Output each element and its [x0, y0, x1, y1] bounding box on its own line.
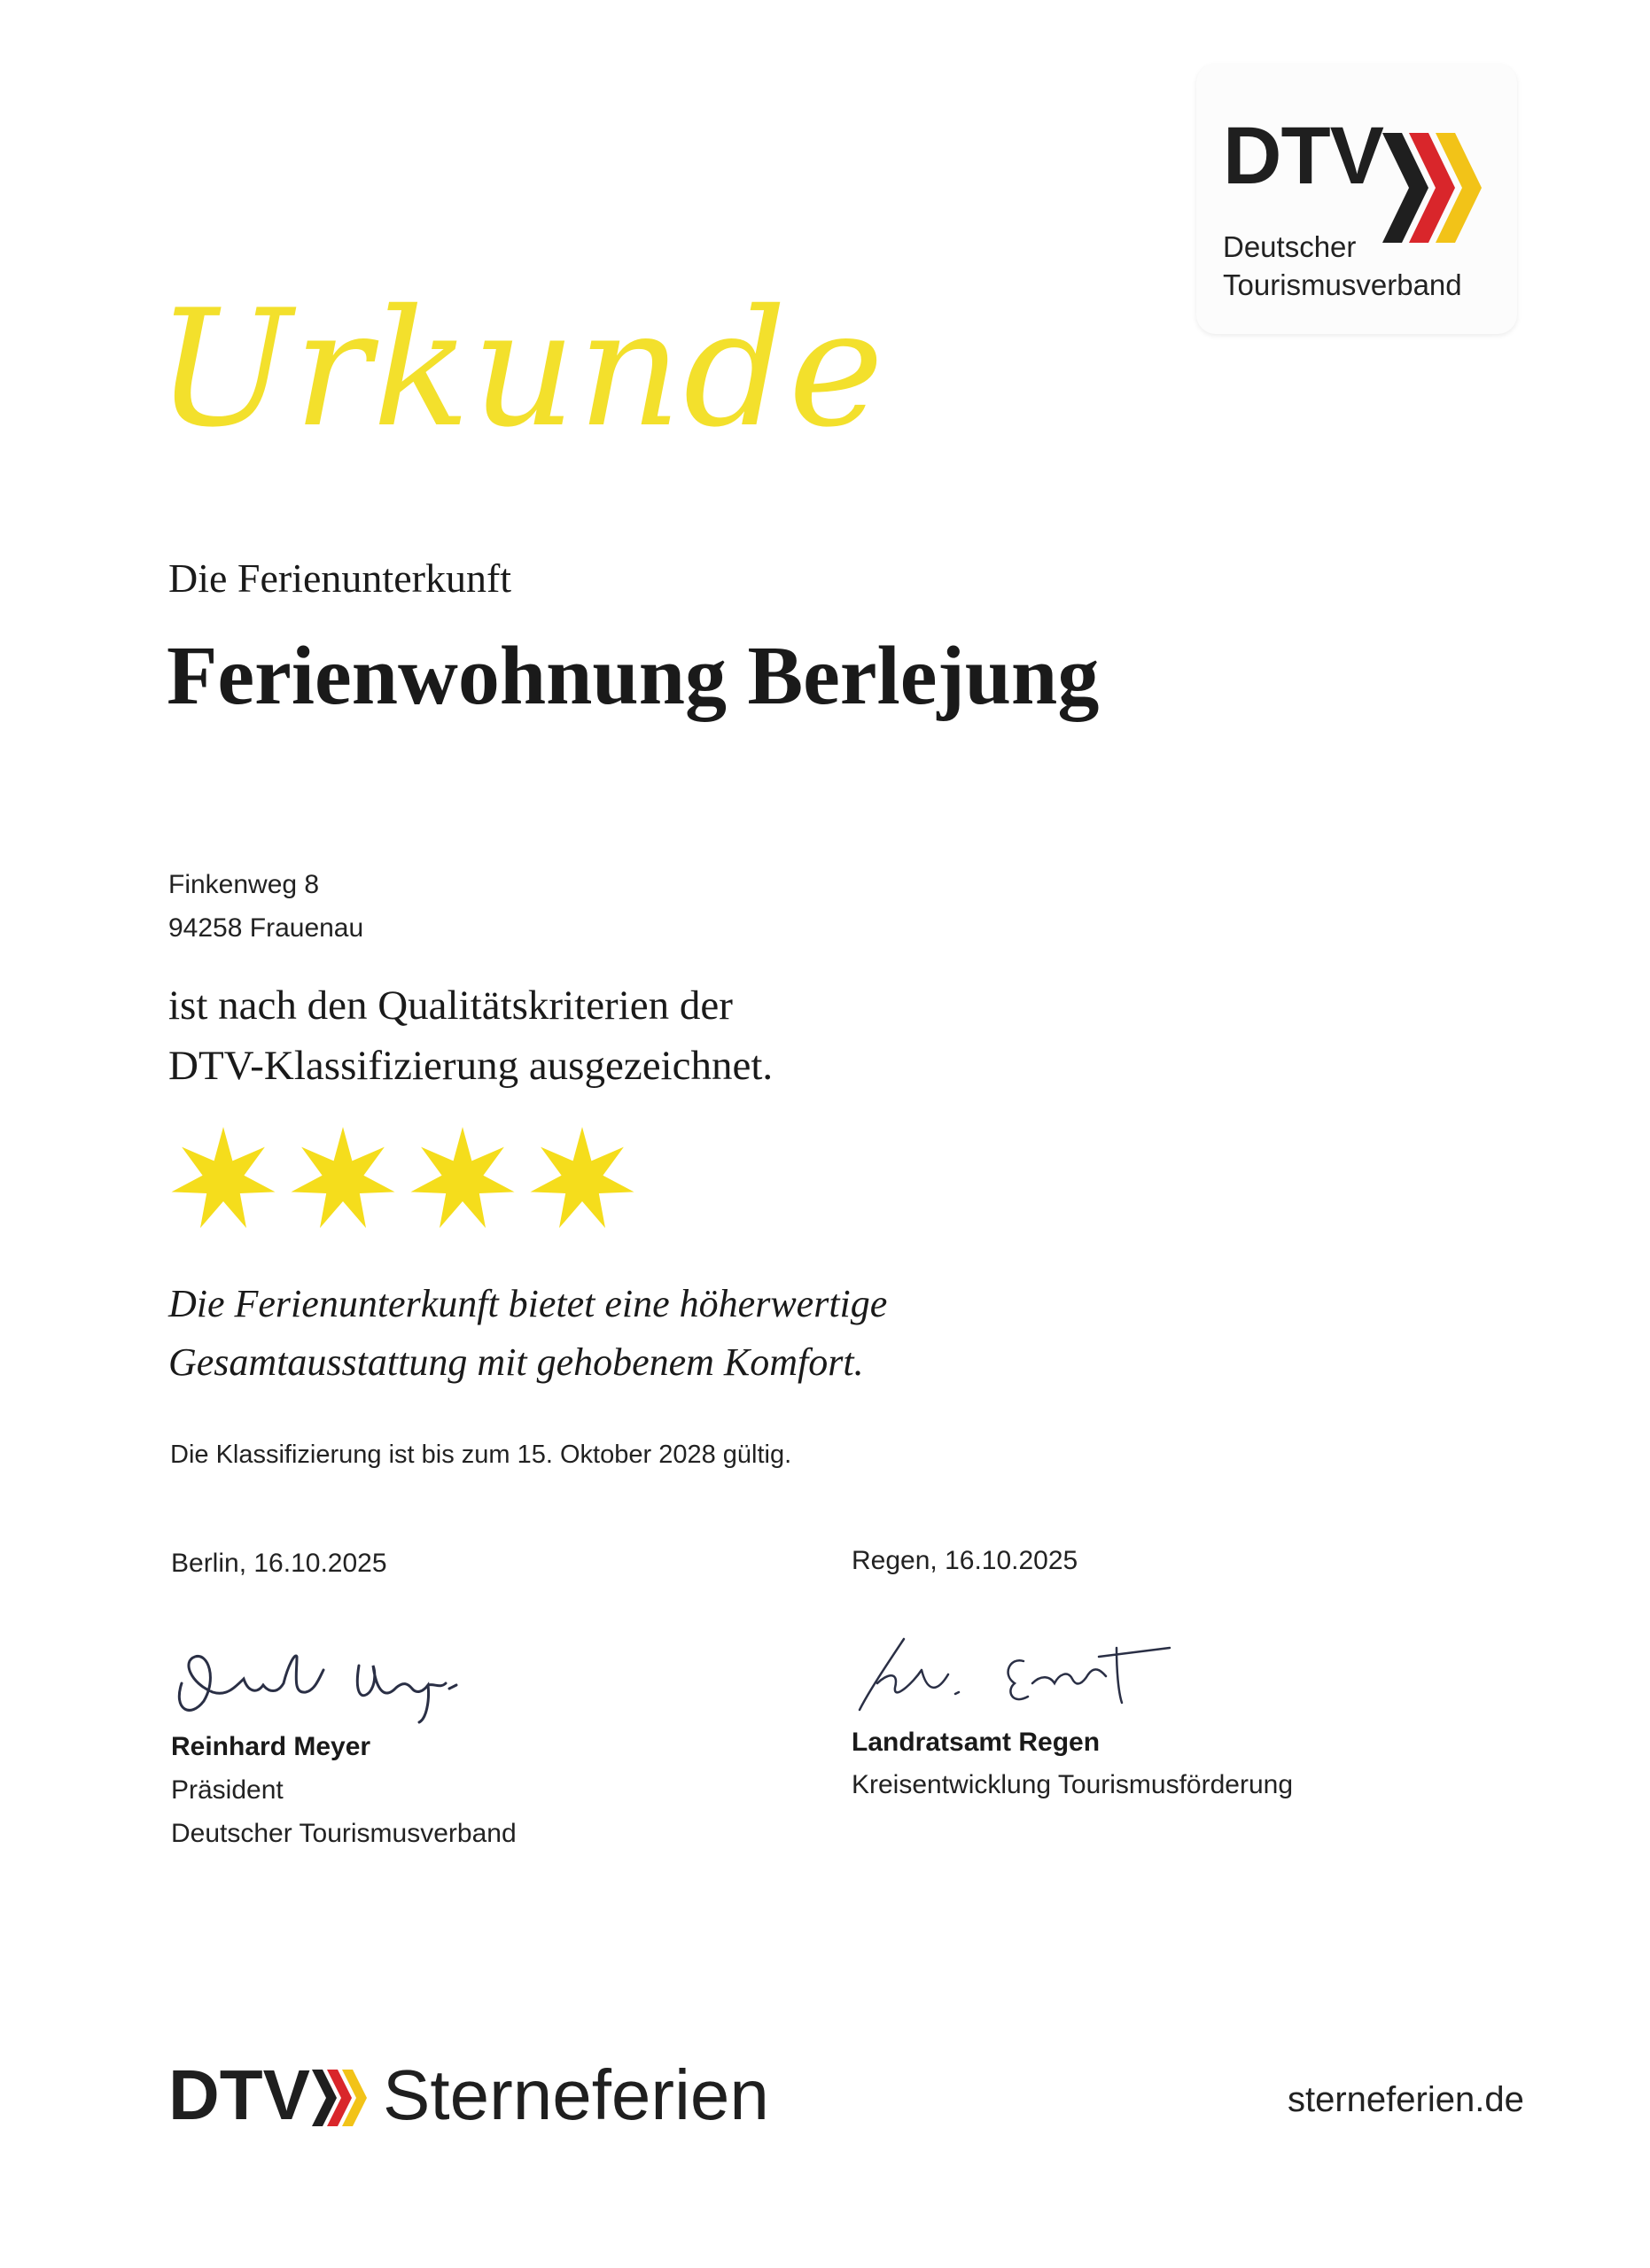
- dtv-logo-line2: Tourismusverband: [1223, 268, 1462, 301]
- left-signer-role: Präsident: [171, 1775, 284, 1805]
- dtv-logo-box: [1196, 64, 1517, 334]
- star-icon: [531, 1127, 634, 1228]
- left-signature-image: [164, 1630, 501, 1728]
- left-signer-name: Reinhard Meyer: [171, 1732, 371, 1761]
- statement-line2: DTV-Klassifizierung ausgezeichnet.: [168, 1043, 774, 1089]
- star-rating: [168, 1125, 647, 1240]
- footer-chevrons-icon: [312, 2062, 374, 2133]
- description-line2: Gesamtausstattung mit gehobenem Komfort.: [168, 1340, 864, 1384]
- right-signature-image: [851, 1621, 1223, 1719]
- address-street: Finkenweg 8: [168, 870, 320, 899]
- star-icon: [411, 1127, 515, 1228]
- address-city: 94258 Frauenau: [168, 913, 364, 943]
- star-icon: [172, 1127, 276, 1228]
- certificate-heading: Urkunde: [156, 275, 886, 462]
- description-line1: Die Ferienunterkunft bietet eine höherwertige: [168, 1282, 888, 1325]
- footer-product-name: Sterneferien: [383, 2055, 769, 2134]
- dtv-chevrons-icon: [1382, 126, 1489, 250]
- right-place-date: Regen, 16.10.2025: [852, 1546, 1078, 1575]
- property-name: Ferienwohnung Berlejung: [167, 630, 1100, 722]
- star-icon: [292, 1127, 395, 1228]
- intro-text: Die Ferienunterkunft: [168, 555, 512, 601]
- right-signer-org: Kreisentwicklung Tourismusförderung: [852, 1770, 1294, 1799]
- footer-url: sterneferien.de: [1288, 2080, 1524, 2119]
- footer-dtv-logo: DTV: [168, 2055, 310, 2134]
- right-signer-name: Landratsamt Regen: [852, 1728, 1101, 1757]
- statement-line1: ist nach den Qualitätskriterien der: [168, 983, 733, 1029]
- dtv-logo-text: DTV: [1223, 111, 1383, 201]
- dtv-logo-line1: Deutscher: [1223, 230, 1357, 263]
- validity-text: Die Klassifizierung ist bis zum 15. Oktober 2028 gültig.: [170, 1441, 792, 1469]
- left-place-date: Berlin, 16.10.2025: [171, 1549, 387, 1578]
- left-signer-org: Deutscher Tourismusverband: [171, 1819, 517, 1848]
